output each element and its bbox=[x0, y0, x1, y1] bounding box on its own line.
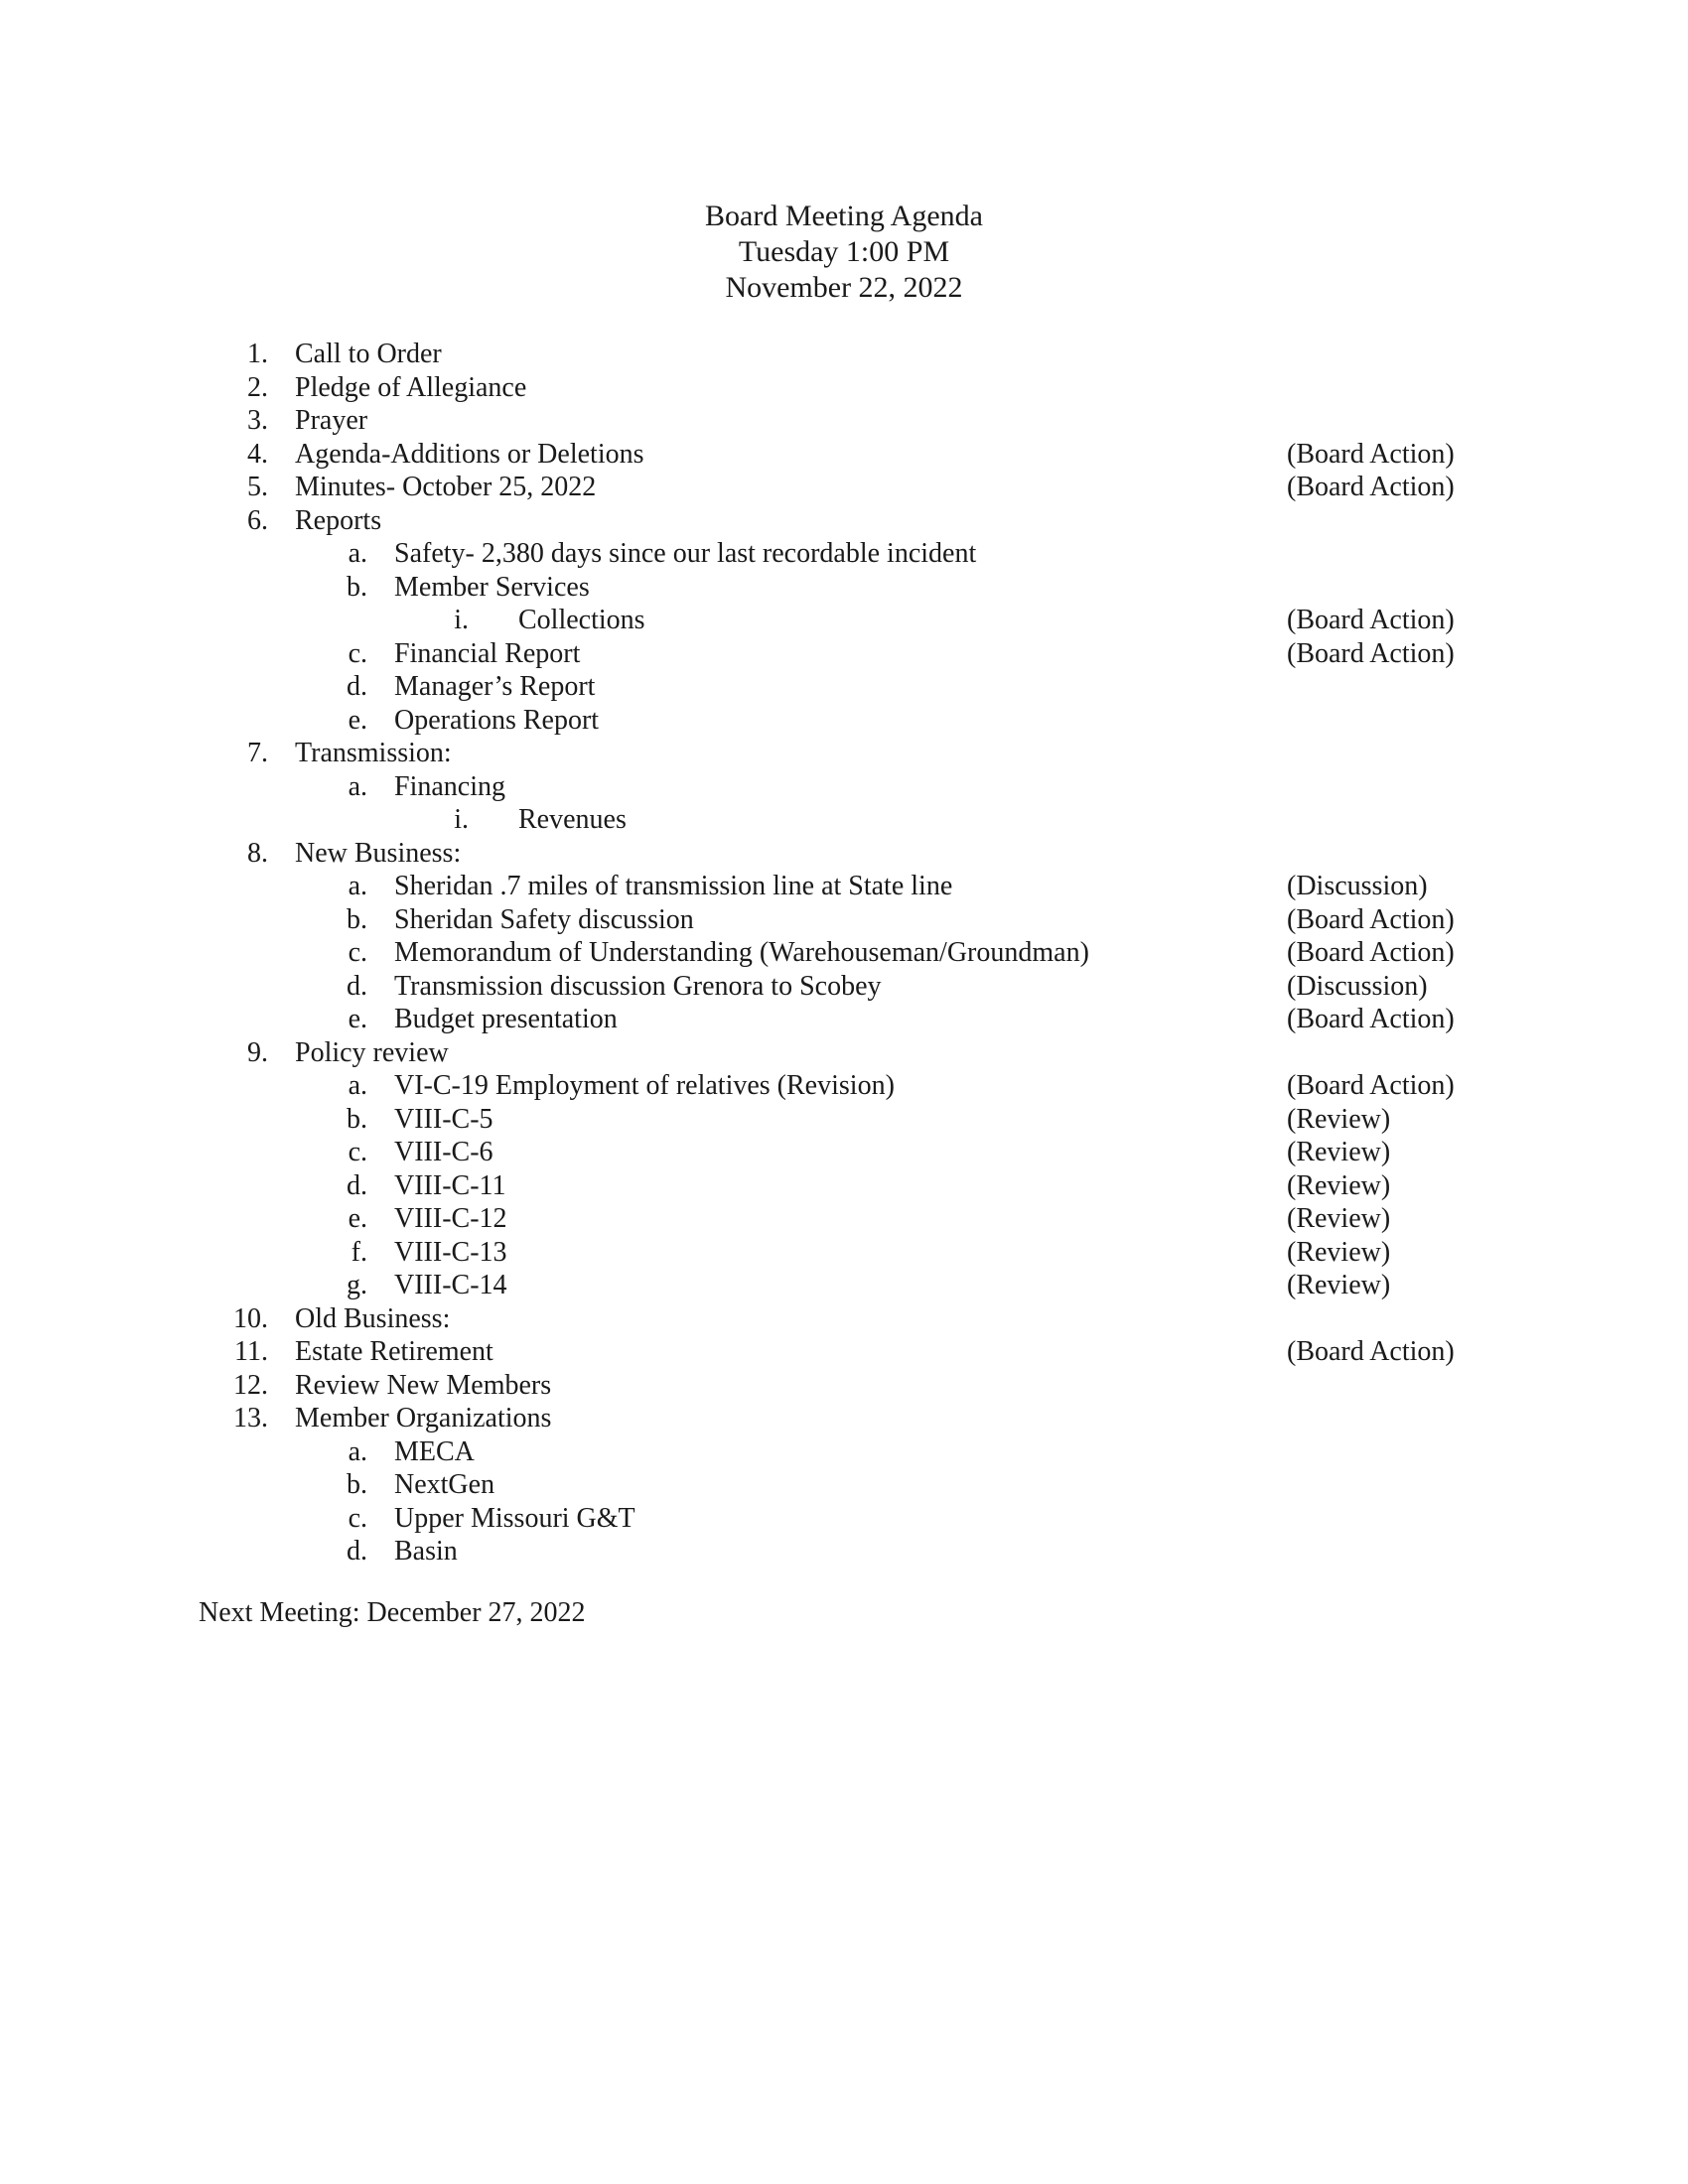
agenda-item-number: e. bbox=[348, 704, 367, 736]
agenda-item bbox=[0, 1069, 1688, 1103]
agenda-item-number: c. bbox=[348, 1137, 367, 1167]
agenda-item bbox=[0, 1502, 1688, 1536]
agenda-item-action: (Board Action) bbox=[1287, 472, 1455, 502]
meeting-time: Tuesday 1:00 PM bbox=[738, 235, 950, 268]
agenda-item-text: Financing bbox=[394, 770, 505, 802]
meeting-date: November 22, 2022 bbox=[725, 271, 963, 304]
agenda-item-action: (Review) bbox=[1287, 1203, 1391, 1234]
agenda-item bbox=[0, 704, 1688, 738]
agenda-item-action: (Review) bbox=[1287, 1270, 1391, 1300]
agenda-item-text: VIII-C-11 bbox=[394, 1169, 506, 1201]
agenda-item-text: Agenda-Additions or Deletions bbox=[295, 438, 644, 470]
agenda-item-text: New Business: bbox=[295, 837, 462, 869]
agenda-item-text: Prayer bbox=[295, 405, 368, 436]
agenda-item-number: d. bbox=[347, 1169, 367, 1201]
agenda-item bbox=[0, 770, 1688, 804]
agenda-item-number: b. bbox=[347, 571, 367, 603]
agenda-item bbox=[0, 670, 1688, 704]
agenda-item bbox=[0, 870, 1688, 903]
agenda-item-number: e. bbox=[348, 1004, 367, 1034]
agenda-item-number: a. bbox=[348, 538, 367, 569]
agenda-item-number: 5. bbox=[247, 472, 268, 502]
agenda-item-action: (Discussion) bbox=[1287, 871, 1428, 901]
agenda-item-text: Upper Missouri G&T bbox=[394, 1502, 635, 1534]
agenda-item bbox=[0, 1003, 1688, 1036]
agenda-item-text: Minutes- October 25, 2022 bbox=[295, 472, 597, 502]
agenda-item-number: b. bbox=[347, 1469, 367, 1500]
agenda-item bbox=[0, 1335, 1688, 1369]
agenda-item-number: i. bbox=[454, 605, 469, 635]
agenda-item-text: MECA bbox=[394, 1435, 475, 1467]
agenda-item bbox=[0, 1269, 1688, 1302]
agenda-item bbox=[0, 537, 1688, 571]
agenda-item-text: Review New Members bbox=[295, 1369, 552, 1401]
agenda-item-number: b. bbox=[347, 903, 367, 935]
agenda-item-action: (Board Action) bbox=[1287, 1004, 1455, 1034]
agenda-item-action: (Board Action) bbox=[1287, 937, 1455, 968]
agenda-item bbox=[0, 903, 1688, 937]
agenda-item-action: (Review) bbox=[1287, 1169, 1391, 1201]
agenda-item-action: (Discussion) bbox=[1287, 970, 1428, 1002]
agenda-item bbox=[0, 1236, 1688, 1270]
agenda-item bbox=[0, 371, 1688, 405]
agenda-item-text: Pledge of Allegiance bbox=[295, 371, 527, 403]
agenda-item-text: Safety- 2,380 days since our last recordable incident bbox=[394, 538, 977, 569]
agenda-item bbox=[0, 404, 1688, 438]
agenda-item-number: b. bbox=[347, 1103, 367, 1135]
agenda-item bbox=[0, 637, 1688, 671]
agenda-item bbox=[0, 837, 1688, 871]
agenda-item-number: 9. bbox=[247, 1036, 268, 1068]
agenda-item bbox=[0, 1369, 1688, 1403]
agenda-item-number: g. bbox=[347, 1270, 367, 1300]
agenda-item-text: Estate Retirement bbox=[295, 1336, 493, 1367]
agenda-item-text: VIII-C-5 bbox=[394, 1103, 493, 1135]
agenda-item-number: 7. bbox=[247, 738, 268, 768]
agenda-item bbox=[0, 1468, 1688, 1502]
agenda-item-number: a. bbox=[348, 770, 367, 802]
agenda-item bbox=[0, 604, 1688, 637]
agenda-item-text: Manager’s Report bbox=[394, 671, 596, 702]
agenda-item bbox=[0, 471, 1688, 504]
agenda-item bbox=[0, 1402, 1688, 1435]
agenda-item bbox=[0, 803, 1688, 837]
agenda-item-text: Sheridan Safety discussion bbox=[394, 903, 694, 935]
agenda-item-text: Old Business: bbox=[295, 1302, 451, 1334]
agenda-item-text: Financial Report bbox=[394, 637, 581, 669]
agenda-item-text: Member Organizations bbox=[295, 1403, 552, 1433]
agenda-item-action: (Board Action) bbox=[1287, 903, 1455, 935]
agenda-item bbox=[0, 970, 1688, 1004]
agenda-item-number: 3. bbox=[247, 405, 268, 436]
agenda-item-number: d. bbox=[347, 671, 367, 702]
agenda-item bbox=[0, 1535, 1688, 1569]
agenda-item-text: VI-C-19 Employment of relatives (Revision) bbox=[394, 1070, 895, 1101]
agenda-item-text: Revenues bbox=[518, 804, 627, 835]
agenda-item-number: d. bbox=[347, 970, 367, 1002]
agenda-item-number: 1. bbox=[247, 339, 268, 369]
agenda-item-text: Sheridan .7 miles of transmission line at State line bbox=[394, 871, 953, 901]
agenda-item bbox=[0, 1302, 1688, 1336]
agenda-item-action: (Review) bbox=[1287, 1236, 1391, 1268]
agenda-item-number: 12. bbox=[233, 1369, 268, 1401]
agenda-item-number: c. bbox=[348, 637, 367, 669]
agenda-item-text: VIII-C-6 bbox=[394, 1137, 493, 1167]
agenda-item-number: 8. bbox=[247, 837, 268, 869]
agenda-item bbox=[0, 936, 1688, 970]
agenda-item-text: Budget presentation bbox=[394, 1004, 618, 1034]
agenda-item-number: a. bbox=[348, 1070, 367, 1101]
agenda-item-action: (Board Action) bbox=[1287, 1336, 1455, 1367]
agenda-item bbox=[0, 438, 1688, 472]
agenda-header bbox=[0, 199, 1688, 306]
agenda-item bbox=[0, 1036, 1688, 1070]
agenda-item bbox=[0, 1136, 1688, 1169]
agenda-item-text: NextGen bbox=[394, 1469, 495, 1500]
agenda-item-text: Call to Order bbox=[295, 339, 442, 369]
agenda-item-number: a. bbox=[348, 1435, 367, 1467]
agenda-item-action: (Board Action) bbox=[1287, 438, 1455, 470]
agenda-item-text: VIII-C-12 bbox=[394, 1203, 507, 1234]
agenda-item-number: 11. bbox=[234, 1336, 268, 1367]
agenda-item-number: i. bbox=[454, 804, 469, 835]
agenda-item-text: Collections bbox=[518, 605, 645, 635]
agenda-list bbox=[0, 338, 1688, 1569]
agenda-item-number: c. bbox=[348, 937, 367, 968]
agenda-item-number: 4. bbox=[247, 438, 268, 470]
agenda-item-number: 6. bbox=[247, 504, 268, 536]
agenda-title: Board Meeting Agenda bbox=[705, 200, 983, 232]
agenda-item-text: VIII-C-14 bbox=[394, 1270, 507, 1300]
agenda-item bbox=[0, 1169, 1688, 1203]
agenda-item-text: Reports bbox=[295, 504, 382, 536]
agenda-item-number: 2. bbox=[247, 371, 268, 403]
agenda-item-number: 13. bbox=[233, 1403, 268, 1433]
next-meeting: Next Meeting: December 27, 2022 bbox=[199, 1597, 586, 1628]
agenda-item bbox=[0, 1435, 1688, 1469]
agenda-item-number: c. bbox=[348, 1502, 367, 1534]
agenda-item-action: (Review) bbox=[1287, 1103, 1391, 1135]
agenda-item bbox=[0, 571, 1688, 605]
agenda-item-text: VIII-C-13 bbox=[394, 1236, 507, 1268]
agenda-item-text: Transmission discussion Grenora to Scobey bbox=[394, 970, 882, 1002]
agenda-item-text: Basin bbox=[394, 1536, 458, 1567]
agenda-item-number: a. bbox=[348, 871, 367, 901]
agenda-item bbox=[0, 504, 1688, 538]
agenda-item-number: d. bbox=[347, 1536, 367, 1567]
agenda-item bbox=[0, 737, 1688, 770]
agenda-item bbox=[0, 1202, 1688, 1236]
agenda-item-text: Member Services bbox=[394, 571, 590, 603]
agenda-item-number: f. bbox=[351, 1236, 367, 1268]
agenda-item-action: (Board Action) bbox=[1287, 637, 1455, 669]
agenda-item-number: 10. bbox=[233, 1302, 268, 1334]
agenda-item-text: Memorandum of Understanding (Warehouseman/Groundman) bbox=[394, 937, 1089, 968]
agenda-item-number: e. bbox=[348, 1203, 367, 1234]
agenda-item-action: (Board Action) bbox=[1287, 605, 1455, 635]
agenda-item-text: Transmission: bbox=[295, 738, 452, 768]
agenda-item-text: Operations Report bbox=[394, 704, 600, 736]
agenda-item-action: (Review) bbox=[1287, 1137, 1391, 1167]
agenda-item-text: Policy review bbox=[295, 1036, 449, 1068]
agenda-item-action: (Board Action) bbox=[1287, 1070, 1455, 1101]
agenda-item bbox=[0, 338, 1688, 371]
agenda-item bbox=[0, 1103, 1688, 1137]
